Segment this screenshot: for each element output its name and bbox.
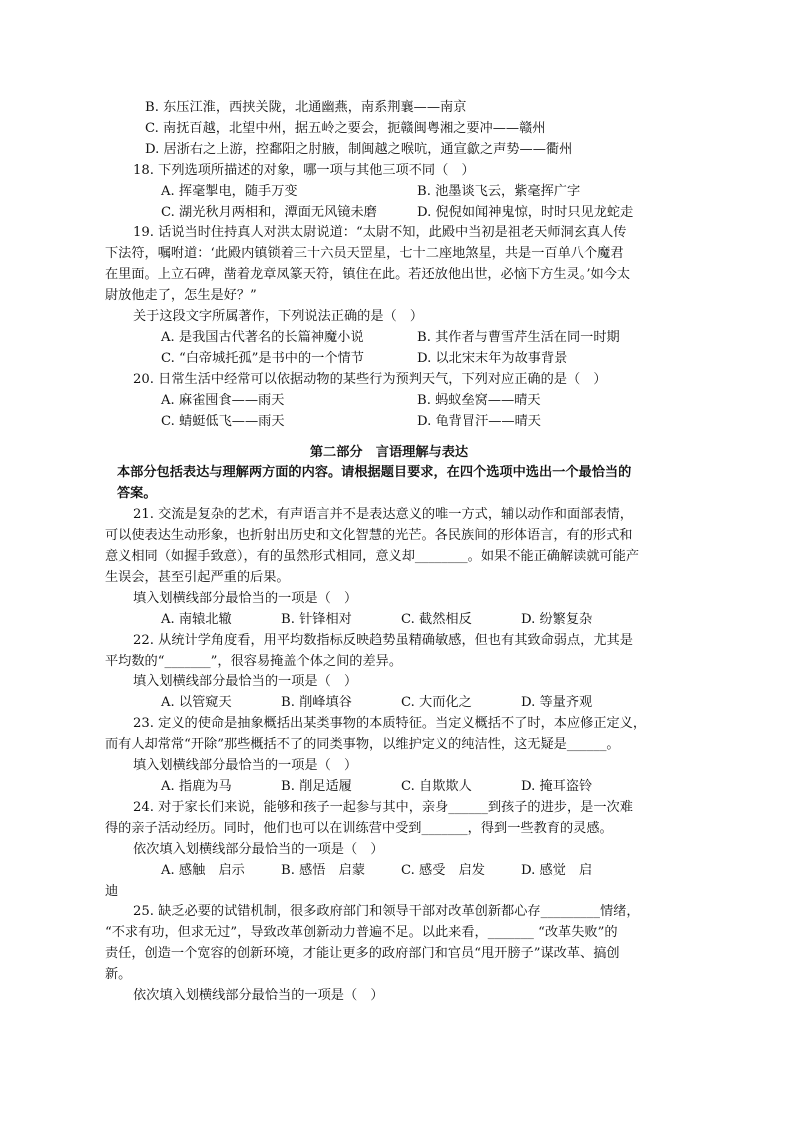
q21-text-line3: 意义相同（如握手致意），有的虽然形式相同，意义却________。如果不能正确解读就可能产 xyxy=(105,549,640,565)
q23-text-line2: 而有人却常常“开除”那些概括不了的同类事物，以维护定义的纯洁性，这无疑是______。 xyxy=(105,737,620,753)
q20-option-c: C. 蜻蜓低飞——雨天 xyxy=(161,413,285,429)
q20-option-d: D. 龟背冒汗——晴天 xyxy=(417,413,541,429)
q18-stem: 18. 下列选项所描述的对象，哪一项与其他三项不同（ ） xyxy=(133,162,475,178)
q24-option-d-wrap: 迪 xyxy=(105,883,119,899)
q19-text-line3: 在里面。上立石碑，凿着龙章凤篆天符，镇住在此。若还放他出世，必恼下方生灵。’如今太 xyxy=(105,267,631,283)
q21-question: 填入划横线部分最恰当的一项是（ ） xyxy=(133,590,358,606)
q22-question: 填入划横线部分最恰当的一项是（ ） xyxy=(133,674,358,690)
q19-text-line2: 下法符，嘱咐道：‘此殿内镇锁着三十六员天罡星，七十二座地煞星，共是一百单八个魔君 xyxy=(105,246,624,262)
q24-option-c: C. 感受 启发 xyxy=(401,862,485,878)
q24-question: 依次填入划横线部分最恰当的一项是（ ） xyxy=(133,841,384,857)
q24-text-line1: 24. 对于家长们来说，能够和孩子一起参与其中，亲身______到孩子的进步，是一次难 xyxy=(133,799,633,815)
q23-option-a: A. 指鹿为马 xyxy=(161,779,232,794)
q17-option-c: C. 南抚百越，北望中州，据五岭之要会，扼赣闽粤湘之要冲——赣州 xyxy=(145,120,546,136)
q22-option-d: D. 等量齐观 xyxy=(521,695,593,711)
q22-option-a: A. 以管窥天 xyxy=(161,695,232,711)
exam-page xyxy=(105,98,673,1007)
q22-option-b: B. 削峰填谷 xyxy=(281,695,352,711)
q25-question: 依次填入划横线部分最恰当的一项是（ ） xyxy=(133,988,384,1004)
part2-instructions: 本部分包括表达与理解两方面的内容。请根据题目要求，在四个选项中选出一个最恰当的 xyxy=(117,465,632,481)
q23-question: 填入划横线部分最恰当的一项是（ ） xyxy=(133,758,358,774)
q18-option-b: B. 池墨谈飞云，紫毫挥广字 xyxy=(417,183,581,199)
q19-option-c: C. “白帝城托孤”是书中的一个情节 xyxy=(161,350,364,366)
q20-options-row2 xyxy=(105,412,673,433)
q18-options-row2 xyxy=(105,203,673,224)
q20-option-a: A. 麻雀囤食——雨天 xyxy=(161,392,285,408)
q21-option-c: C. 截然相反 xyxy=(401,611,472,627)
q23-option-c: C. 自欺欺人 xyxy=(401,779,472,794)
q25-text-line3: 责任，创造一个宽容的创新环境，才能让更多的政府部门和官员“甩开膀子”谋改革、搞创 xyxy=(105,946,620,962)
q25-text-line1: 25. 缺乏必要的试错机制，很多政府部门和领导干部对改革创新都心存_________情绪， xyxy=(133,904,640,920)
q18-option-c: C. 湖光秋月两相和，潭面无风镜未磨 xyxy=(161,204,377,220)
q25-text-line4: 新。 xyxy=(105,967,132,983)
q24-option-a: A. 感触 启示 xyxy=(161,862,245,878)
q22-option-c: C. 大而化之 xyxy=(401,695,472,711)
q18-options-row1 xyxy=(105,182,673,203)
q24-option-d: D. 感觉 启 xyxy=(521,862,593,878)
q22-options xyxy=(105,693,673,714)
q25-text-line2: “不求有功，但求无过”，导致改革创新动力普遍不足。以此来看，_______ “改革失败”的 xyxy=(105,925,618,941)
q21-text-line1: 21. 交流是复杂的艺术，有声语言并不是表达意义的唯一方式，辅以动作和面部表情， xyxy=(133,507,633,523)
q23-option-d: D. 掩耳盗铃 xyxy=(521,779,593,794)
q22-text-line1: 22. 从统计学角度看，用平均数指标反映趋势虽精确敏感，但也有其致命弱点，尤其是 xyxy=(133,632,633,648)
q19-option-b: B. 其作者与曹雪芹生活在同一时期 xyxy=(417,329,620,345)
part2-title: 第二部分 言语理解与表达 xyxy=(309,444,469,460)
q19-text-line4: 尉放他走了，怎生是好？” xyxy=(105,288,257,304)
q21-text-line2: 可以使表达生动形象，也折射出历史和文化智慧的光芒。各民族间的形体语言，有的形式和 xyxy=(105,528,633,544)
q20-stem: 20. 日常生活中经常可以依据动物的某些行为预判天气，下列对应正确的是（ ） xyxy=(133,371,607,387)
q23-text-line1: 23. 定义的使命是抽象概括出某类事物的本质特征。当定义概括不了时，本应修正定义， xyxy=(133,716,647,732)
q20-option-b: B. 蚂蚁垒窝——晴天 xyxy=(417,392,541,408)
q21-option-a: A. 南辕北辙 xyxy=(161,611,232,627)
q23-options xyxy=(105,777,673,798)
q24-options xyxy=(105,861,673,882)
q23-option-b: B. 削足适履 xyxy=(281,779,352,794)
q18-option-d: D. 倪倪如闻神鬼惊，时时只见龙蛇走 xyxy=(417,204,634,220)
q19-question: 关于这段文字所属著作，下列说法正确的是（ ） xyxy=(133,309,424,325)
q19-options-row1 xyxy=(105,328,673,349)
part2-instructions-end: 答案。 xyxy=(117,486,157,502)
q17-option-b: B. 东压江淮，西挟关陇，北通幽燕，南系荆襄——南京 xyxy=(145,100,467,115)
q21-option-d: D. 纷繁复杂 xyxy=(521,611,593,627)
q19-option-a: A. 是我国古代著名的长篇神魔小说 xyxy=(161,329,364,345)
q24-option-b: B. 感悟 启蒙 xyxy=(281,862,366,878)
q20-options-row1 xyxy=(105,391,673,412)
q21-option-b: B. 针锋相对 xyxy=(281,611,352,627)
q21-text-line4: 生误会，甚至引起严重的后果。 xyxy=(105,569,290,585)
q19-options-row2 xyxy=(105,349,673,370)
q19-option-d: D. 以北宋末年为故事背景 xyxy=(417,350,568,366)
q18-option-a: A. 挥毫掣电，随手万变 xyxy=(161,183,298,199)
q19-text-line1: 19. 话说当时住持真人对洪太尉说道：“太尉不知，此殿中当初是祖老天师洞玄真人传 xyxy=(133,225,627,241)
q22-text-line2: 平均数的“_______”，很容易掩盖个体之间的差异。 xyxy=(105,653,403,669)
q21-options xyxy=(105,610,673,631)
q17-option-d: D. 居浙右之上游，控鄱阳之肘腋，制闽越之喉吭，通宣歙之声势——衢州 xyxy=(145,141,573,157)
q24-text-line2: 得的亲子活动经历。同时，他们也可以在训练营中受到_______，得到一些教育的灵感。 xyxy=(105,820,613,836)
